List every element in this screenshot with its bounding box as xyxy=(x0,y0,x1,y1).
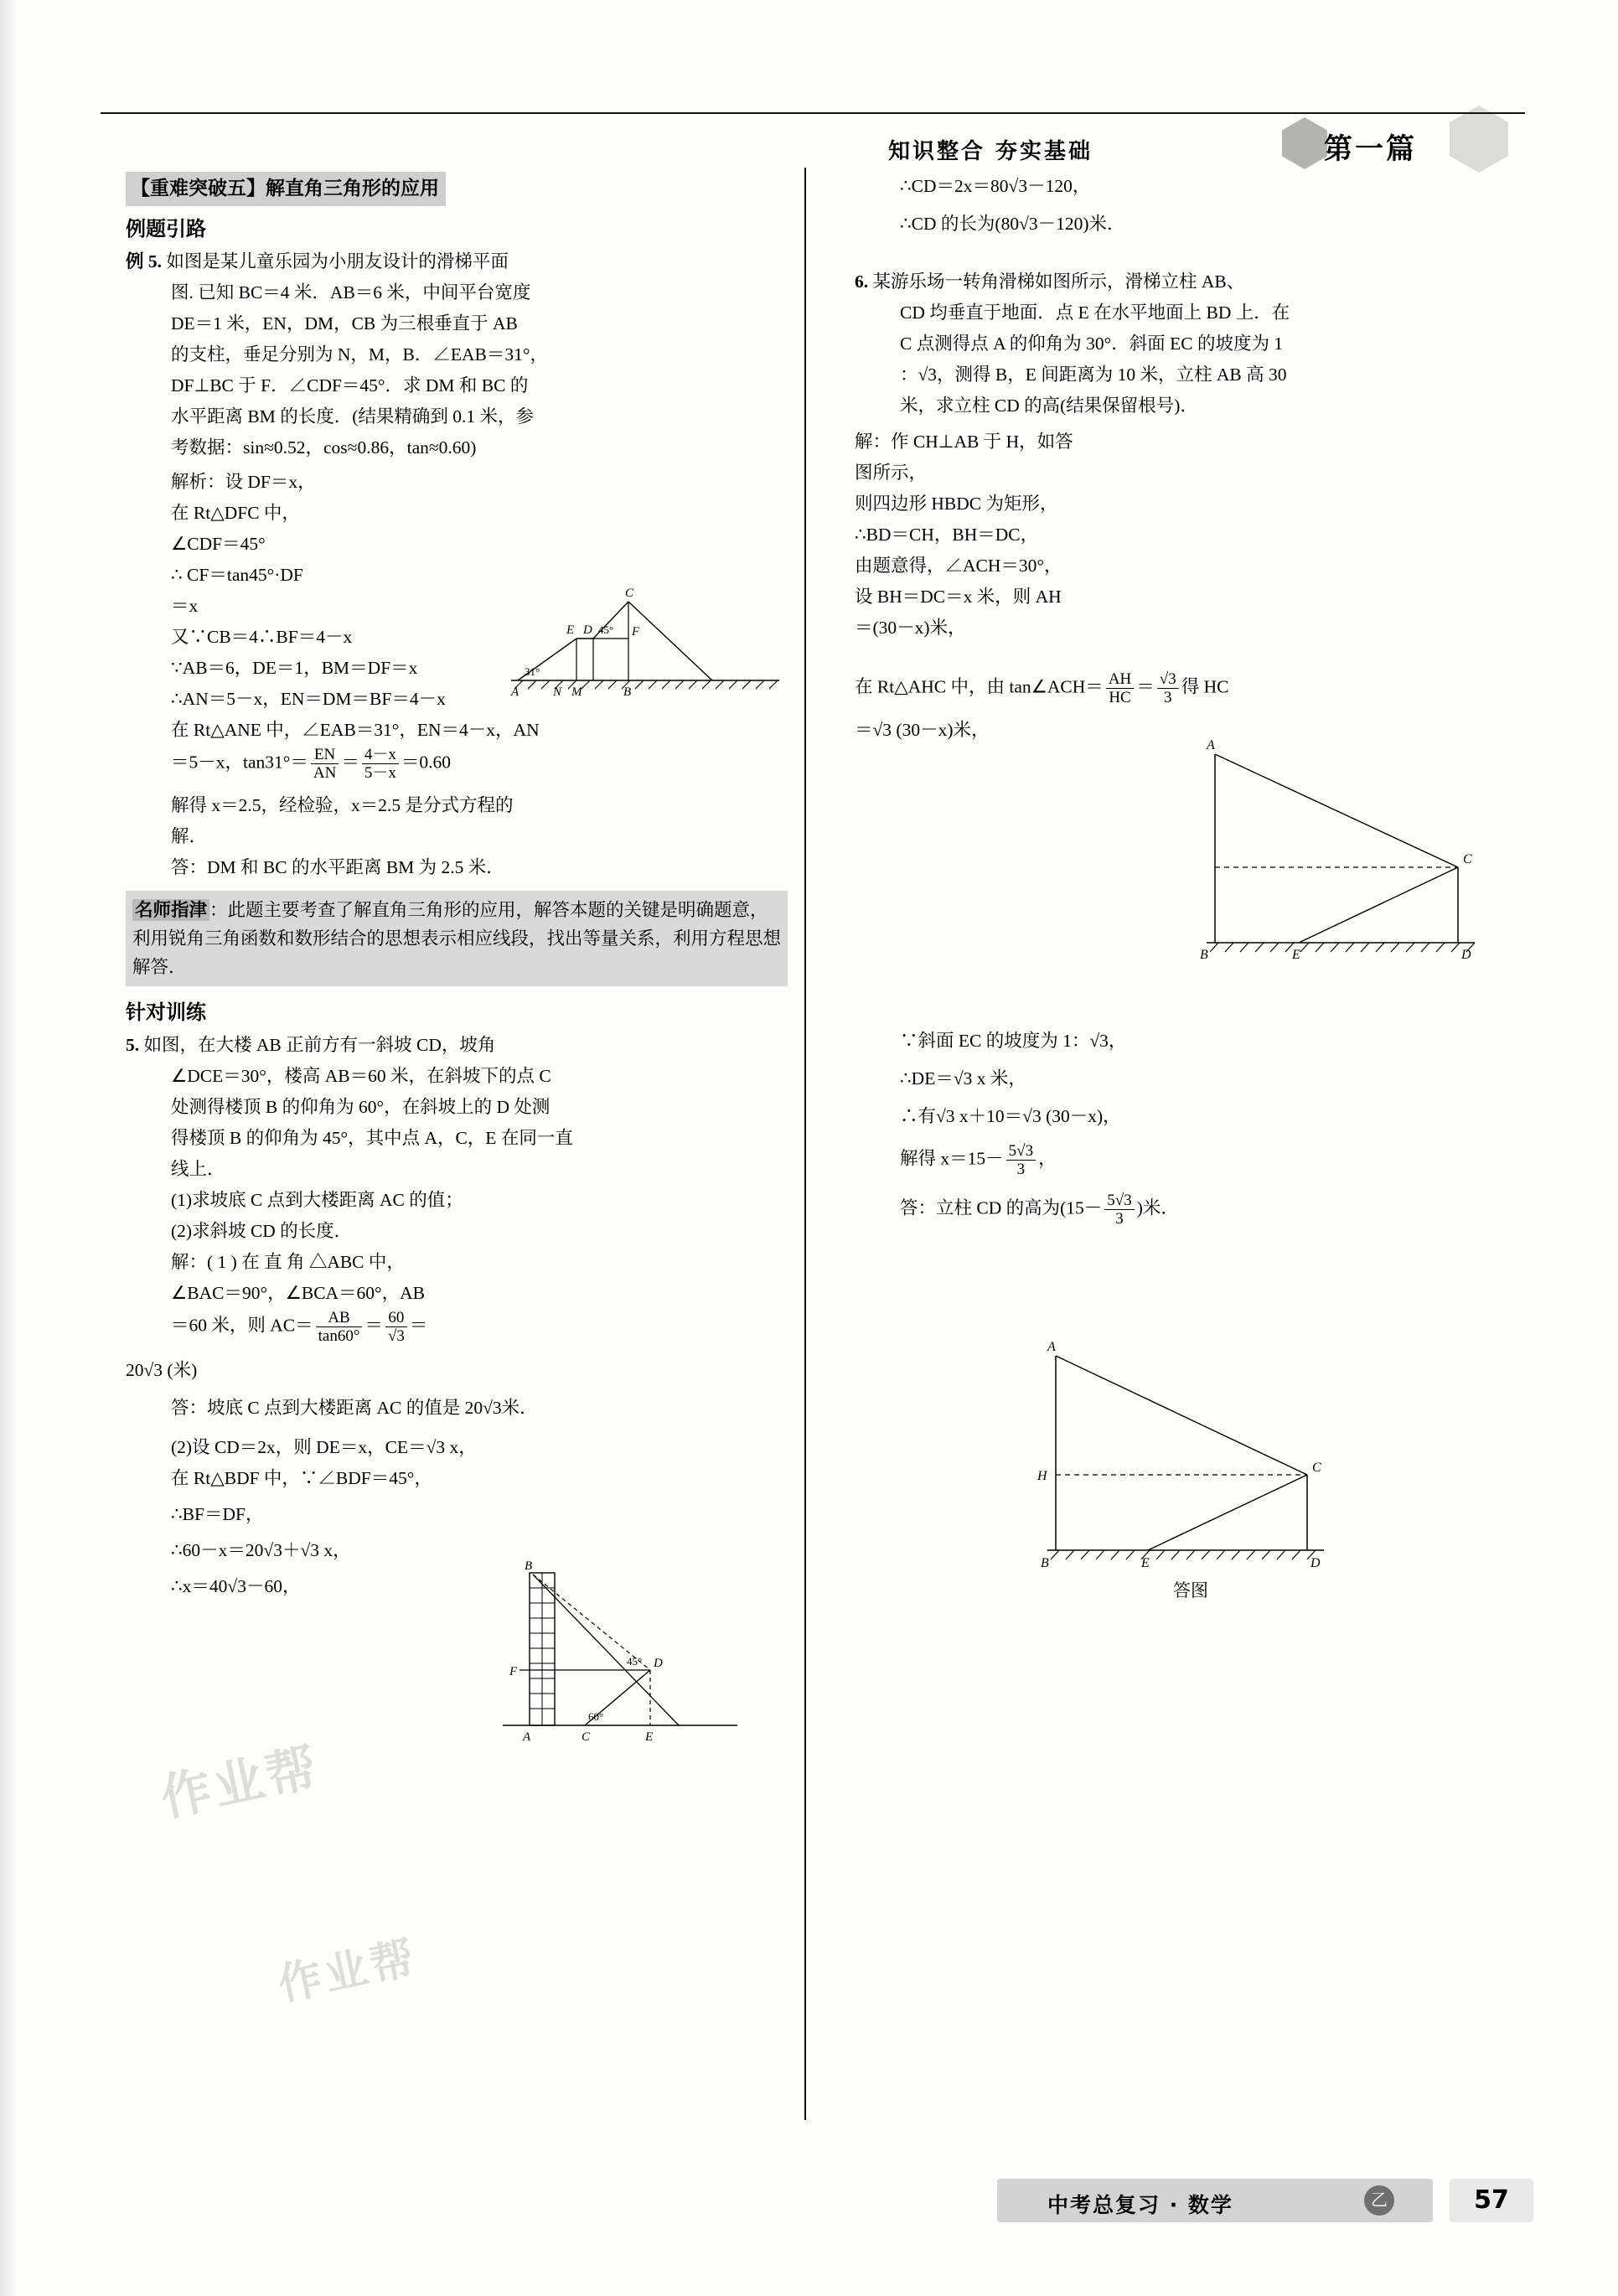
svg-text:F: F xyxy=(509,1665,518,1678)
frac-den: √3 xyxy=(387,1327,405,1345)
frac-num: 60 xyxy=(385,1310,407,1327)
example5-line6: 水平距离 BM 的长度．(结果精确到 0.1 米，参 xyxy=(171,406,534,427)
frac-num: EN xyxy=(311,747,339,764)
footer-mark-icon: 乙 xyxy=(1364,2185,1394,2216)
solution-line9: 在 Rt△ANE 中，∠EAB＝31°，EN＝4－x，AN xyxy=(171,720,540,740)
svg-text:H: H xyxy=(1037,1469,1047,1483)
svg-text:A: A xyxy=(1047,1340,1056,1354)
a5-line3 xyxy=(171,1310,565,1344)
a6-line5: 由题意得，∠ACH＝30°， xyxy=(855,556,1062,576)
header-rule xyxy=(101,112,1525,114)
page-edge-shadow xyxy=(0,0,18,2296)
a6-line12: ∴有√3 x＋10＝√3 (30－x)， xyxy=(900,1106,1121,1126)
a5-line3-pre: ＝60 米，则 AC＝ xyxy=(171,1315,313,1336)
svg-text:D: D xyxy=(654,1657,663,1670)
a5-line1: 解：( 1 ) 在 直 角 △ABC 中， xyxy=(171,1252,405,1272)
example5-line3: DE＝1 米，EN，DM，CB 为三根垂直于 AB xyxy=(171,313,518,334)
fraction-5sqrt3-3-b xyxy=(1104,1192,1134,1227)
solution-line4: ∴ CF＝tan45°·DF xyxy=(171,565,303,585)
svg-text:45°: 45° xyxy=(598,623,614,636)
solution-line2: 在 Rt△DFC 中， xyxy=(171,503,300,523)
svg-text:C: C xyxy=(1312,1461,1321,1475)
a5-line6: (2)设 CD＝2x，则 DE＝x，CE＝√3 x， xyxy=(171,1437,477,1457)
frac-den: 3 xyxy=(1164,689,1172,706)
a6-line6: 设 BH＝DC＝x 米，则 AH xyxy=(855,587,1062,607)
r-line2: ∴CD 的长为(80√3－120)米． xyxy=(900,214,1125,234)
solution-line11: 解得 x＝2.5，经检验，x＝2.5 是分式方程的 xyxy=(171,795,514,815)
frac-den: AN xyxy=(313,764,337,782)
hexagon-decor-2 xyxy=(1450,106,1508,173)
teacher-tip-body: ：此题主要考查了解直角三角形的应用，解答本题的关键是明确题意，利用锐角三角函数和数形结合的思想表示相应线段，找出等量关系，利用方程思想解答． xyxy=(132,900,782,977)
r-line1: ∴CD＝2x＝80√3－120， xyxy=(900,176,1091,196)
solution-line7: ∵AB＝6，DE＝1，BM＝DF＝x xyxy=(171,658,418,678)
svg-text:B: B xyxy=(1041,1556,1049,1570)
q5-line3: 处测得楼顶 B 的仰角为 60°，在斜坡上的 D 处测 xyxy=(171,1097,551,1117)
solution-line10-pre: ＝5－x，tan31°＝ xyxy=(171,752,308,773)
frac-den: 3 xyxy=(1115,1210,1124,1228)
a6-line1: 解：作 CH⊥AB 于 H，如答 xyxy=(855,432,1073,452)
left-column xyxy=(126,172,788,1603)
figure-caption-answer: 答图 xyxy=(1173,1580,1208,1600)
a6-line14-post: )米． xyxy=(1136,1197,1179,1218)
a5-line8: ∴BF＝DF， xyxy=(171,1504,264,1524)
a6-line10: ∵斜面 EC 的坡度为 1：√3， xyxy=(900,1031,1127,1051)
q5-line5: 线上． xyxy=(171,1159,225,1179)
header-chapter: 第一篇 xyxy=(1324,132,1417,166)
teacher-tip-label: 名师指津 xyxy=(132,899,209,921)
example5-line5: DF⊥BC 于 F．∠CDF＝45°．求 DM 和 BC 的 xyxy=(171,375,529,396)
a6-line3: 则四边形 HBDC 为矩形， xyxy=(855,494,1058,514)
frac-num: AB xyxy=(316,1310,363,1327)
a5-line2: ∠BAC＝90°，∠BCA＝60°，AB xyxy=(171,1283,426,1303)
solution-line8: ∴AN＝5－x，EN＝DM＝BF＝4－x xyxy=(171,689,446,709)
solution-line12: 解． xyxy=(171,826,208,846)
svg-text:45°: 45° xyxy=(627,1655,643,1668)
figure-slide-example5 xyxy=(503,578,788,704)
a6-line7: ＝(30－x)米， xyxy=(855,618,966,638)
q5-line1 xyxy=(126,1031,788,1060)
svg-text:B: B xyxy=(525,1559,533,1573)
svg-text:E: E xyxy=(1292,948,1300,962)
svg-text:60°: 60° xyxy=(588,1710,604,1723)
q6-label: 6. xyxy=(855,271,869,292)
q6-line3: C 点测得点 A 的仰角为 30°．斜面 EC 的坡度为 1 xyxy=(900,334,1284,354)
a6-line14-pre: 答：立柱 CD 的高为(15－ xyxy=(900,1197,1103,1218)
figure-building-q5 xyxy=(486,1559,779,1747)
svg-text:A: A xyxy=(1207,738,1215,752)
q5-label: 5. xyxy=(126,1035,140,1055)
frac-den: tan60° xyxy=(318,1327,360,1345)
svg-text:E: E xyxy=(1141,1556,1150,1570)
solution-line5: ＝x xyxy=(171,596,199,616)
solution-line13: 答：DM 和 BC 的水平距离 BM 为 2.5 米． xyxy=(171,857,504,877)
q6-line1 xyxy=(855,267,1517,297)
example5-line1 xyxy=(126,247,788,277)
section-practice: 针对训练 xyxy=(126,1001,206,1024)
example5-text1: 如图是某儿童乐园为小朋友设计的滑梯平面 xyxy=(166,251,509,271)
header-title: 知识整合 夯实基础 xyxy=(888,139,1093,164)
a5-line7: 在 Rt△BDF 中，∵∠BDF＝45°， xyxy=(171,1468,432,1488)
svg-text:A: A xyxy=(511,685,520,699)
page-number: 57 xyxy=(1450,2179,1533,2222)
svg-text:D: D xyxy=(1461,948,1471,962)
a6-line8-pre: 在 Rt△AHC 中，由 tan∠ACH＝ xyxy=(855,676,1104,697)
teacher-tip-box xyxy=(126,891,788,986)
a6-line9: ＝√3 (30－x)米， xyxy=(855,720,990,740)
solution-line10 xyxy=(171,747,788,781)
q5-text1: 如图，在大楼 AB 正前方有一斜坡 CD，坡角 xyxy=(143,1035,496,1055)
solution-line6: 又∵CB＝4∴BF＝4－x xyxy=(171,627,353,647)
fraction-ab-tan60 xyxy=(316,1310,363,1344)
a6-line8-mid: ＝ xyxy=(1136,676,1155,697)
solution-line10-mid: ＝ xyxy=(341,752,359,773)
a6-line2: 图所示， xyxy=(855,463,928,483)
a6-line11: ∴DE＝√3 x 米， xyxy=(900,1068,1026,1089)
hexagon-decor-1 xyxy=(1282,117,1327,169)
example5-line2: 图. 已知 BC＝4 米．AB＝6 米，中间平台宽度 xyxy=(171,282,531,303)
svg-text:E: E xyxy=(566,623,575,637)
svg-text:B: B xyxy=(623,685,632,699)
a6-line8-post: 得 HC xyxy=(1181,676,1229,697)
svg-text:31°: 31° xyxy=(525,665,540,678)
example5-line4: 的支柱，垂足分别为 N，M，B．∠EAB＝31°， xyxy=(171,344,548,365)
frac-num: 4－x xyxy=(362,747,399,764)
a6-line13-pre: 解得 x＝15－ xyxy=(900,1148,1004,1169)
svg-text:M: M xyxy=(571,685,582,699)
frac-num: 5√3 xyxy=(1104,1192,1134,1210)
page-footer xyxy=(997,2179,1533,2231)
solution-line1: 解析：设 DF＝x， xyxy=(171,472,316,492)
right-column xyxy=(855,172,1517,1228)
svg-text:C: C xyxy=(625,587,634,600)
watermark-1: 作业帮 xyxy=(155,1737,326,1829)
a6-line13 xyxy=(900,1143,1517,1177)
solution-line10-post: ＝0.60 xyxy=(401,752,451,773)
q5-line6: (1)求坡底 C 点到大楼距离 AC 的值； xyxy=(171,1190,463,1210)
svg-text:B: B xyxy=(1200,948,1208,962)
frac-den: 3 xyxy=(1016,1161,1026,1178)
svg-text:E: E xyxy=(645,1730,654,1744)
fraction-ah-hc xyxy=(1106,671,1134,706)
example5-label: 例 5. xyxy=(126,251,163,271)
frac-num: √3 xyxy=(1157,671,1179,689)
watermark-2: 作业帮 xyxy=(273,1932,422,2011)
breakthrough-band: 【重难突破五】解直角三角形的应用 xyxy=(126,172,446,206)
a5-line3-post: ＝ xyxy=(409,1315,428,1336)
svg-text:C: C xyxy=(582,1730,591,1744)
q5-line7: (2)求斜坡 CD 的长度． xyxy=(171,1221,353,1241)
svg-text:N: N xyxy=(553,685,562,699)
a5-line9: ∴60－x＝20√3＋√3 x， xyxy=(171,1540,351,1560)
fraction-5sqrt3-3-a xyxy=(1006,1143,1036,1177)
q6-line5: 米，求立柱 CD 的高(结果保留根号)． xyxy=(900,396,1198,416)
svg-text:D: D xyxy=(583,623,592,637)
solution-line3: ∠CDF＝45° xyxy=(171,534,266,554)
q6-line2: CD 均垂直于地面．点 E 在水平地面上 BD 上．在 xyxy=(900,303,1290,323)
q6-line4: ：√3，测得 B，E 间距离为 10 米，立柱 AB 高 30 xyxy=(900,365,1287,385)
a6-line4: ∴BD＝CH，BH＝DC， xyxy=(855,525,1039,545)
figure-answer-q6 xyxy=(1031,1340,1383,1600)
a5-line3-mid: ＝ xyxy=(364,1315,383,1336)
a5-line5: 答：坡底 C 点到大楼距离 AC 的值是 20√3米． xyxy=(171,1398,538,1418)
frac-num: 5√3 xyxy=(1006,1143,1036,1161)
q6-text1: 某游乐场一转角滑梯如图所示，滑梯立柱 AB、 xyxy=(872,271,1245,292)
q5-line4: 得楼顶 B 的仰角为 45°，其中点 A，C，E 在同一直 xyxy=(171,1128,573,1148)
frac-den: 5－x xyxy=(364,764,396,782)
example5-line7: 考数据：sin≈0.52，cos≈0.86，tan≈0.60) xyxy=(171,437,477,458)
column-divider xyxy=(804,168,806,2120)
fraction-60-sqrt3 xyxy=(385,1310,407,1344)
q5-line2: ∠DCE＝30°，楼高 AB＝60 米，在斜坡下的点 C xyxy=(171,1066,551,1086)
a6-line13-post: ， xyxy=(1038,1148,1057,1169)
fraction-sqrt3-3 xyxy=(1157,671,1179,706)
footer-title: 中考总复习 · 数学 xyxy=(1047,2193,1233,2217)
figure-slide-q6 xyxy=(1198,737,1533,980)
section-example-guide: 例题引路 xyxy=(126,217,206,240)
a5-line10: ∴x＝40√3－60， xyxy=(171,1576,301,1596)
a6-line14 xyxy=(900,1192,1517,1227)
svg-text:C: C xyxy=(1463,852,1472,866)
svg-text:F: F xyxy=(632,625,640,639)
svg-text:A: A xyxy=(523,1730,531,1744)
svg-text:D: D xyxy=(1310,1556,1321,1570)
fraction-4x-5x xyxy=(362,747,399,781)
a5-line4: 20√3 (米) xyxy=(126,1360,198,1380)
page-header xyxy=(0,65,1618,166)
fraction-en-an xyxy=(311,747,339,781)
frac-den: HC xyxy=(1109,689,1131,706)
a6-line8 xyxy=(855,671,1517,706)
frac-num: AH xyxy=(1106,671,1134,689)
